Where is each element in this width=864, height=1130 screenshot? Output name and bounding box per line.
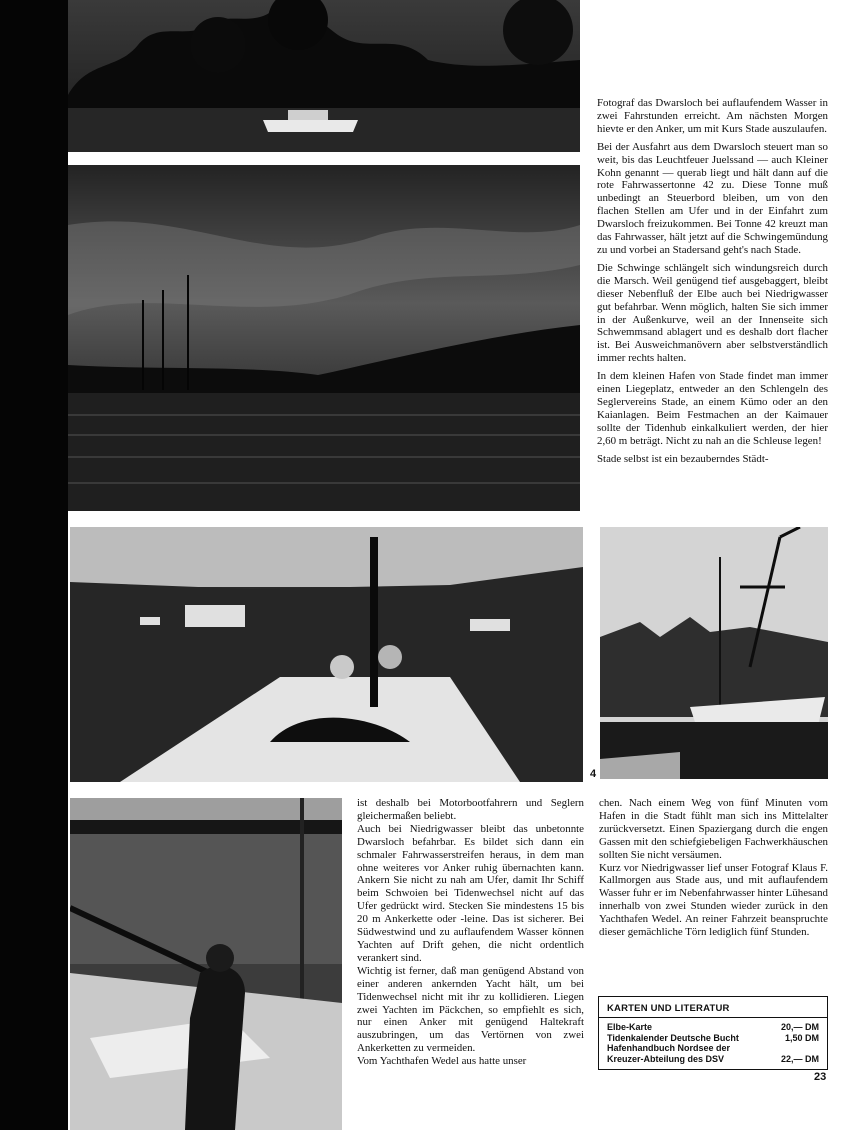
page-gutter-bar	[0, 0, 68, 1130]
text-column-middle-bottom	[357, 797, 584, 1073]
list-item: Hafenhandbuch Nordsee der	[607, 1043, 731, 1053]
list-item: Kreuzer-Abteilung des DSV 22,— DM	[607, 1053, 819, 1064]
paragraph: chen. Nach einem Weg von fünf Minuten vom Hafen in die Stadt fühlt man sich ins Mittelalter zurückversetzt. Einen Spaziergang durch die engen Gassen mit den schiefgiebeligen Fachwerkhäuschen sollten Sie nicht versäumen.	[599, 797, 828, 861]
photo-stade-harbour	[600, 527, 828, 779]
paragraph: Vom Yachthafen Wedel aus hatte unser	[357, 1055, 527, 1068]
paragraph: Kurz vor Niedrigwasser lief unser Fotograf Klaus F. Kallmorgen aus Stade aus, und mit auflaufendem Wasser fuhr er im Nebenfahrwasser hinter Lühesand innerhalb von zwei Stunden wieder zurück in den Yachthafen Wedel. An reiner Fahrzeit beanspruchte dieser gemächliche Törn lediglich fünf Stunden.	[599, 861, 828, 939]
list-item: Elbe-Karte 20,— DM	[607, 1022, 819, 1032]
photo-island-evening	[68, 0, 580, 152]
text-column-right-top	[597, 97, 828, 470]
paragraph: Wichtig ist ferner, daß man genügend Abstand von einer anderen ankernden Yacht hält, um bei Tidenwechsel nicht mit ihr zu kollidieren. Liegen zwei Yachten im Päckchen, so empfiehlt es sich, nur einen Anker mit genügend Haltekraft auszubringen, um das Vertörnen von zwei Ankerketten zu vermeiden.	[357, 964, 584, 1055]
page-number: 23	[814, 1071, 827, 1083]
photo-anchorage-sunset	[68, 165, 580, 511]
photo-sailor-on-deck	[70, 798, 342, 1130]
figure-number: 4	[590, 768, 597, 780]
maps-and-literature-box	[598, 996, 828, 1070]
text-column-right-bottom	[599, 797, 828, 944]
paragraph: Auch bei Niedrigwasser bleibt das unbetonnte Dwarsloch befahrbar. Es bildet sich dann ein schmaler Fahrwasserstreifen heraus, in dem man ohne weiteres vor Anker ruhig übernachten kann. Ankern Sie nicht zu nah am Ufer, damit Ihr Schiff beim Schwoien bei Tidenwechsel nicht auf das Ufer gedrückt wird. Stecken Sie mindestens 15 bis 20 m Ankerkette oder -leine. Das ist sicherer. Bei Südwestwind und zu auflaufendem Wasser können Yachten auf Drift gehen, die nicht ordentlich verankert sind.	[357, 822, 584, 964]
paragraph: In dem kleinen Hafen von Stade findet man immer einen Liegeplatz, entweder an den Schlengeln des Seglervereins Stade, an einem Kümo oder an den Kaianlagen. Beim Festmachen an der Kaimauer sollte der Tidenhub einkalkuliert werden, der hier 2,60 m beträgt. Nicht zu nah an die Schleuse legen!	[597, 370, 828, 447]
photo-river-from-bow	[70, 527, 583, 782]
box-title: KARTEN UND LITERATUR	[599, 1003, 827, 1018]
paragraph: ist deshalb bei Motorbootfahrern und Seglern gleichermaßen beliebt.	[357, 797, 584, 822]
paragraph: Fotograf das Dwarsloch bei auflaufendem Wasser in zwei Fahrstunden erreicht. Am nächsten Morgen hievte er den Anker, um mit Kurs Stade auszulaufen.	[597, 97, 828, 135]
paragraph: Die Schwinge schlängelt sich windungsreich durch die Marsch. Weil genügend tief ausgebaggert, bleibt dieser Nebenfluß der Elbe auch bei Niedrigwasser gut befahrbar. Wenn möglich, halten Sie sich immer in der Außenkurve, weil an der Innenseite sich Schwemmsand ablagert und es deshalb dort flacher ist. Bei Ausweichmanövern aber selbstverständlich immer rechts halten.	[597, 261, 828, 365]
paragraph: Bei der Ausfahrt aus dem Dwarsloch steuert man so weit, bis das Leuchtfeuer Juelssand — auch Kleiner Kohn genannt — querab liegt und hält dann auf die rote Fahrwassertonne 42 zu. Diese Tonne muß unbedingt an Steuerbord bleiben, um von den flachen Stellen am Ufer und in der Einfahrt zum Dwarsloch freizukommen. Bei Tonne 42 kreuzt man das Fahrwasser, hält jetzt auf die Schwingemündung zu und vorbei an Stadersand geht's nach Stade.	[597, 140, 828, 256]
list-item: Tidenkalender Deutsche Bucht 1,50 DM	[607, 1032, 819, 1043]
paragraph: Stade selbst ist ein bezauberndes Städt-	[597, 452, 769, 465]
